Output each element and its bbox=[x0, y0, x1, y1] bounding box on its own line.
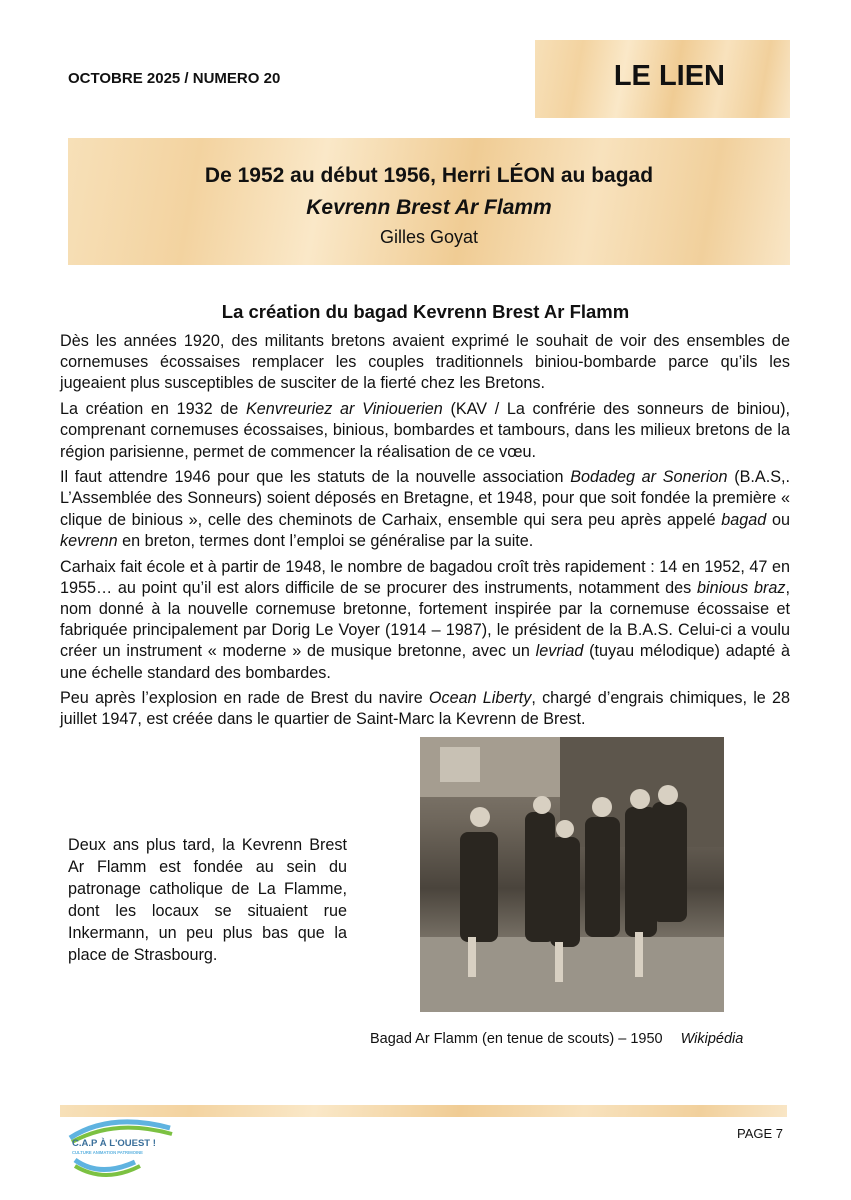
journal-title: LE LIEN bbox=[613, 60, 725, 92]
text-segment: (B.A.S,. L’Assemblée des Sonneurs) soient déposés en Bretagne, et 1948, pour que soit fondée la première « clique de binious », celle des cheminots de Carhaix, ensemble qui sera peu après appelé bbox=[60, 468, 790, 529]
article-title: De 1952 au début 1956, Herri LÉON au bagad bbox=[204, 164, 654, 187]
text-segment: Dès les années 1920, des militants bretons avaient exprimé le souhait de voir des ensembles de cornemuses écossaises remplacer les couples traditionnels biniou-bombarde parce qu’ils les jugeaient plus susceptibles de susciter de la fierté chez les Bretons. bbox=[60, 332, 790, 393]
journal-title-box bbox=[535, 40, 790, 118]
side-paragraph: Deux ans plus tard, la Kevrenn Brest Ar Flamm est fondée au sein du patronage catholique de La Flamme, dont les locaux se situaient rue Inkermann, un peu plus bas que la place de Strasbourg. bbox=[68, 836, 347, 964]
logo-text: C.A.P À L'OUEST ! bbox=[72, 1138, 156, 1149]
italic-term: bagad bbox=[721, 510, 767, 529]
italic-term: Ocean Liberty bbox=[428, 689, 532, 708]
logo-tagline: CULTURE ANIMATION PATRIMOINE bbox=[72, 1150, 143, 1155]
text-segment: en breton, termes dont l’emploi se généralise par la suite. bbox=[117, 531, 534, 550]
photo-caption bbox=[370, 1031, 743, 1047]
caption-text: Bagad Ar Flamm (en tenue de scouts) – 1950 bbox=[370, 1031, 663, 1047]
logo-swoosh-icon bbox=[60, 1116, 190, 1180]
body-paragraph bbox=[60, 331, 790, 395]
text-segment: Carhaix fait école et à partir de 1948, le nombre de bagadou croît très rapidement : 14 en 1952, 47 en 1955… au point qu’il est alors difficile de se procurer des instruments, notamment des bbox=[60, 557, 790, 597]
page-number: PAGE 7 bbox=[737, 1126, 784, 1141]
caption-credit: Wikipédia bbox=[680, 1031, 744, 1047]
photo-illustration bbox=[420, 737, 724, 1012]
italic-term: levriad bbox=[535, 642, 584, 661]
article-subtitle: Kevrenn Brest Ar Flamm bbox=[306, 196, 552, 219]
text-segment: , nom donné à la nouvelle cornemuse bretonne, fortement inspirée par la cornemuse écossaise et fabriquée principalement par Dorig Le Voyer (1914 – 1987), le président de la B.A.S. Celui-ci a voulu créer un instrument « moderne » de musique bretonne, avec un bbox=[60, 578, 790, 661]
cap-a-louest-logo bbox=[60, 1116, 190, 1180]
article-body bbox=[60, 331, 790, 735]
text-segment: Il faut attendre 1946 pour que les statuts de la nouvelle association bbox=[60, 468, 571, 487]
italic-term: binious braz bbox=[696, 578, 786, 597]
body-paragraph bbox=[60, 557, 790, 684]
text-segment: La création en 1932 de bbox=[60, 400, 246, 419]
issue-label: OCTOBRE 2025 / NUMERO 20 bbox=[68, 70, 281, 87]
italic-term: Bodadeg ar Sonerion bbox=[570, 468, 728, 487]
text-segment: (KAV / La confrérie des sonneurs de biniou), comprenant cornemuses écossaises, binious, bombardes et tambours, dans les milieux bretons de la région parisienne, permet de commencer la réalisation de ce vœu. bbox=[60, 400, 790, 461]
text-segment: ou bbox=[766, 510, 790, 529]
section-heading: La création du bagad Kevrenn Brest Ar Flamm bbox=[221, 301, 630, 322]
article-author: Gilles Goyat bbox=[379, 227, 479, 247]
text-segment: (tuyau mélodique) adapté à une échelle standard des bombardes. bbox=[60, 642, 791, 682]
bagad-photo bbox=[420, 737, 724, 1012]
body-paragraph bbox=[60, 467, 790, 552]
body-paragraph bbox=[60, 399, 790, 463]
text-segment: Peu après l’explosion en rade de Brest du navire bbox=[60, 689, 429, 708]
body-paragraph bbox=[60, 688, 790, 730]
article-banner bbox=[68, 138, 790, 265]
text-segment: , chargé d’engrais chimiques, le 28 juillet 1947, est créée dans le quartier de Saint-Marc la Kevrenn de Brest. bbox=[60, 689, 790, 729]
italic-term: Kenvreuriez ar Viniouerien bbox=[245, 400, 443, 419]
italic-term: kevrenn bbox=[60, 531, 118, 550]
